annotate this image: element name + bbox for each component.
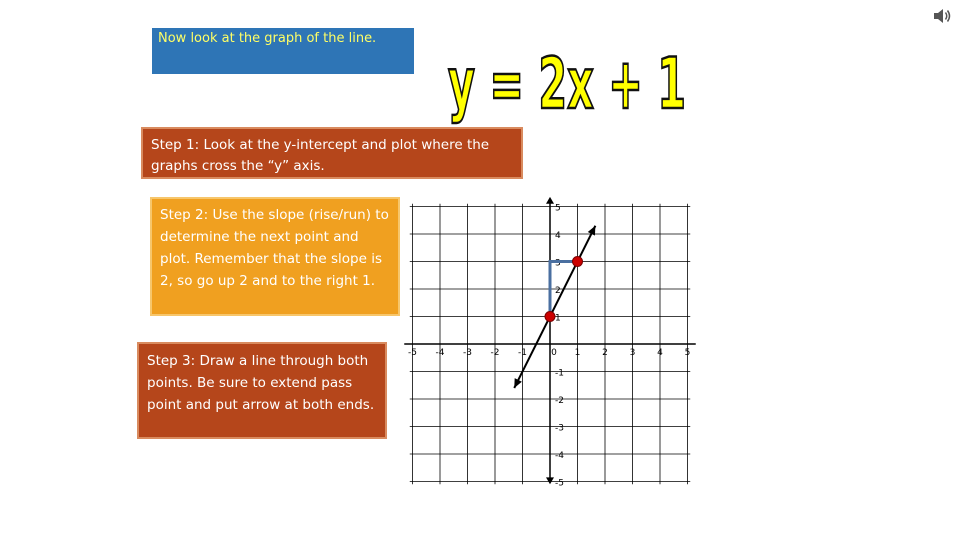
y-tick-labels [555,204,564,489]
plotted-point [573,257,583,267]
coordinate-graph [398,196,698,489]
y-axis-arrow-down [546,477,554,484]
y-tick-label: -1 [555,368,564,379]
x-tick-labels [408,348,690,358]
x-tick-label: 4 [657,348,663,358]
equation-text: y = 2x + 1 [448,43,686,125]
equation-title [448,43,688,125]
line-y-2x-plus-1 [514,226,595,388]
y-tick-label: 1 [555,313,561,324]
plotted-point [545,312,555,322]
step1-box [141,127,523,179]
x-tick-label: 1 [574,348,581,358]
step1-text: Step 1: Look at the y-intercept and plot where the graphs cross the “y” axis. [151,137,490,174]
step2-text: Step 2: Use the slope (rise/run) to determine the next point and plot. Remember that the slope is 2, so go up 2 and to the right 1. [160,207,389,289]
intro-text: Now look at the graph of the line. [158,31,377,46]
plotted-line [514,226,595,388]
x-tick-label: -5 [408,348,417,358]
y-tick-label: 4 [555,231,561,241]
x-tick-label: 0 [551,348,557,358]
y-tick-label: 2 [555,286,561,296]
x-tick-label: 5 [684,348,691,358]
x-tick-label: 2 [602,348,608,358]
y-tick-label: -4 [555,451,564,461]
speaker-icon[interactable] [932,6,952,26]
x-tick-label: -1 [518,348,527,358]
x-tick-label: 3 [629,348,636,358]
y-tick-label: 3 [555,258,561,269]
step3-box [137,342,387,439]
y-tick-label: -3 [555,423,564,434]
x-tick-label: -2 [490,348,500,358]
step3-text: Step 3: Draw a line through both points. Be sure to extend pass point and put arrow at both ends. [147,353,375,413]
y-tick-label: 5 [555,203,561,214]
y-tick-label: -5 [555,478,564,489]
y-tick-label: -2 [555,396,564,406]
axes [404,197,696,484]
x-tick-label: -3 [463,348,472,358]
x-tick-label: -4 [435,348,445,358]
intro-banner [152,28,414,74]
y-axis-arrow-up [546,197,554,204]
step2-box [150,197,400,316]
